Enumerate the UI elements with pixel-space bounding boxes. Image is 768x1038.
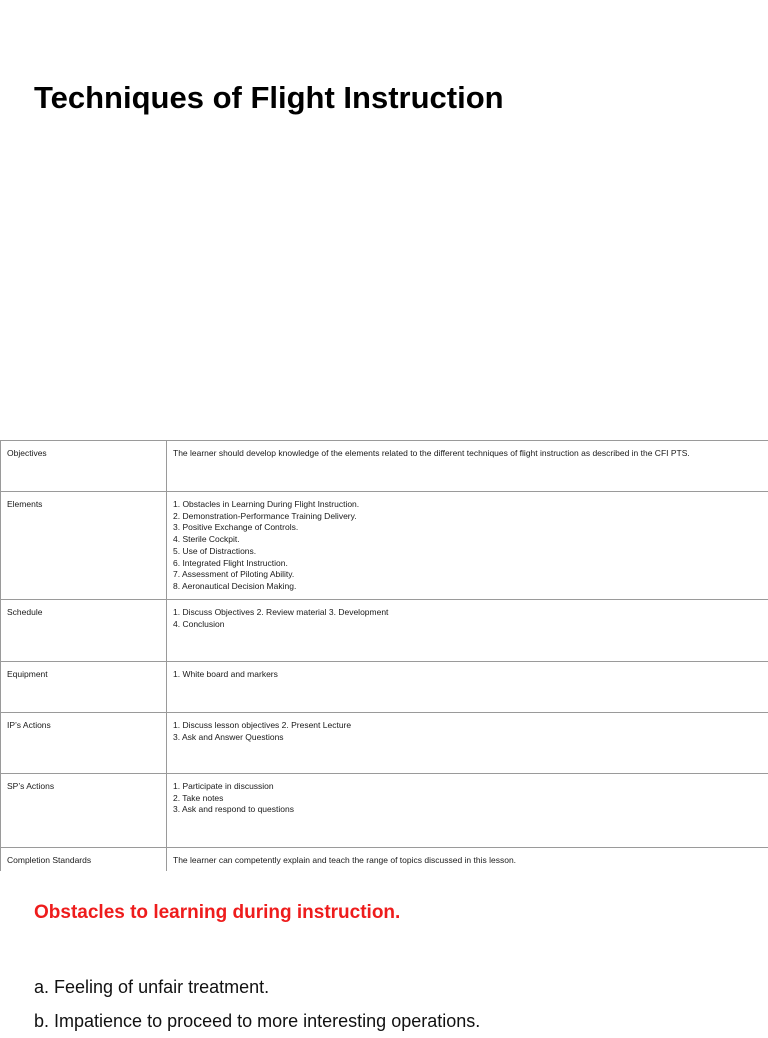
row-value bbox=[167, 600, 768, 662]
value-line: 3. Ask and Answer Questions bbox=[173, 732, 762, 744]
row-value bbox=[167, 662, 768, 713]
value-line: 4. Sterile Cockpit. bbox=[173, 534, 762, 546]
value-line: 3. Ask and respond to questions bbox=[173, 804, 762, 816]
value-line: 1. Obstacles in Learning During Flight Instruction. bbox=[173, 499, 762, 511]
row-label: Elements bbox=[1, 492, 167, 600]
value-line: The learner can competently explain and teach the range of topics discussed in this lesson. bbox=[173, 855, 762, 867]
value-line: 2. Take notes bbox=[173, 793, 762, 805]
value-line: 1. Discuss lesson objectives 2. Present Lecture bbox=[173, 720, 762, 732]
obstacles-heading: Obstacles to learning during instruction. bbox=[34, 902, 400, 924]
row-label: SP’s Actions bbox=[1, 774, 167, 848]
value-line: 1. Participate in discussion bbox=[173, 781, 762, 793]
value-line: 1. White board and markers bbox=[173, 669, 762, 681]
value-line: 8. Aeronautical Decision Making. bbox=[173, 581, 762, 593]
list-item: a. Feeling of unfair treatment. bbox=[34, 970, 480, 1004]
row-value bbox=[167, 774, 768, 848]
table-row-schedule bbox=[1, 600, 768, 662]
page-title: Techniques of Flight Instruction bbox=[34, 80, 504, 116]
row-label: Schedule bbox=[1, 600, 167, 662]
list-item: b. Impatience to proceed to more interesting operations. bbox=[34, 1004, 480, 1038]
value-line: 6. Integrated Flight Instruction. bbox=[173, 558, 762, 570]
value-line: 5. Use of Distractions. bbox=[173, 546, 762, 558]
row-value bbox=[167, 492, 768, 600]
value-line: The learner should develop knowledge of the elements related to the different techniques of flight instruction as described in the CFI PTS. bbox=[173, 448, 762, 460]
table-row-objectives bbox=[1, 441, 768, 492]
table-row-equipment bbox=[1, 662, 768, 713]
row-label: Objectives bbox=[1, 441, 167, 492]
row-value bbox=[167, 441, 768, 492]
lesson-plan-table bbox=[0, 440, 768, 871]
table-row-sp-actions bbox=[1, 774, 768, 848]
row-value bbox=[167, 713, 768, 774]
value-line: 2. Demonstration-Performance Training Delivery. bbox=[173, 511, 762, 523]
table-row-completion-standards bbox=[1, 848, 768, 871]
value-line: 1. Discuss Objectives 2. Review material 3. Development bbox=[173, 607, 762, 619]
value-line: 3. Positive Exchange of Controls. bbox=[173, 522, 762, 534]
obstacles-list bbox=[34, 970, 480, 1038]
table-row-ip-actions bbox=[1, 713, 768, 774]
row-label: IP’s Actions bbox=[1, 713, 167, 774]
value-line: 7. Assessment of Piloting Ability. bbox=[173, 569, 762, 581]
row-label: Equipment bbox=[1, 662, 167, 713]
row-value bbox=[167, 848, 768, 871]
table-row-elements bbox=[1, 492, 768, 600]
value-line: 4. Conclusion bbox=[173, 619, 762, 631]
row-label: Completion Standards bbox=[1, 848, 167, 871]
